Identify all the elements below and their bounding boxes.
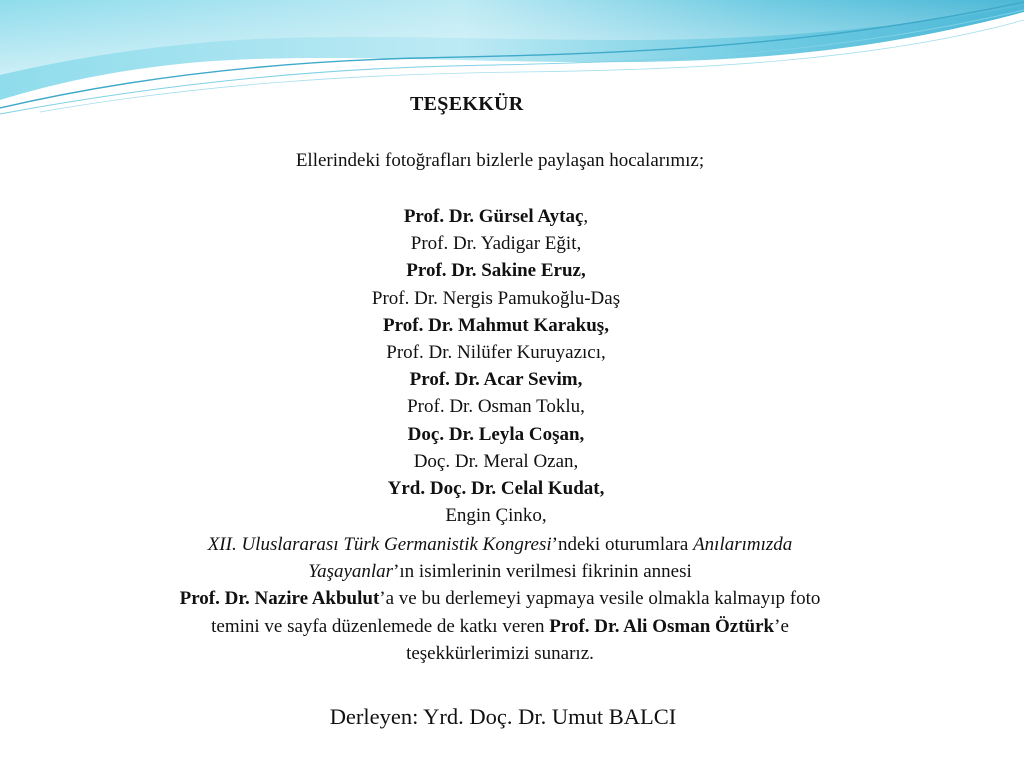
person-name: Prof. Dr. Nergis Pamukoğlu-Daş bbox=[371, 287, 621, 309]
name-row bbox=[0, 285, 992, 312]
name-row bbox=[0, 339, 992, 366]
person-name: Prof. Dr. Nilüfer Kuruyazıcı, bbox=[386, 342, 606, 364]
person-name: Prof. Dr. Yadigar Eğit, bbox=[410, 233, 582, 255]
person-name: Yrd. Doç. Dr. Celal Kudat, bbox=[387, 478, 605, 500]
name-row bbox=[0, 203, 992, 230]
book-title-part2: Yaşayanlar bbox=[308, 561, 394, 583]
name-row bbox=[0, 393, 992, 420]
name-row bbox=[0, 312, 992, 339]
person-akbulut: Prof. Dr. Nazire Akbulut bbox=[179, 588, 380, 610]
closing-line-5: teşekkürlerimizi sunarız. bbox=[406, 642, 594, 664]
name-row bbox=[0, 366, 992, 393]
person-name: Prof. Dr. Osman Toklu, bbox=[407, 396, 585, 418]
name-row bbox=[0, 257, 992, 284]
names-list bbox=[0, 203, 992, 529]
congress-name: XII. Uluslararası Türk Germanistik Kongresi bbox=[207, 534, 552, 555]
person-name: Doç. Dr. Meral Ozan, bbox=[413, 450, 579, 472]
name-row bbox=[0, 502, 992, 529]
person-ozturk: Prof. Dr. Ali Osman Öztürk bbox=[549, 615, 775, 637]
book-title-part1: Anılarımızda bbox=[693, 534, 793, 555]
person-name: Prof. Dr. Sakine Eruz, bbox=[406, 260, 586, 282]
closing-line-2: Yaşayanlar’ın isimlerinin verilmesi fikrinin annesi bbox=[308, 561, 692, 583]
closing-line-3: Prof. Dr. Nazire Akbulut’a ve bu derlemeyi yapmaya vesile olmakla kalmayıp foto bbox=[179, 588, 821, 610]
name-row bbox=[0, 230, 992, 257]
compiler-credit: Derleyen: Yrd. Doç. Dr. Umut BALCI bbox=[329, 704, 677, 729]
closing-line-1: XII. Uluslararası Türk Germanistik Kongresi’ndeki oturumlara Anılarımızda bbox=[207, 534, 793, 555]
person-name: Prof. Dr. Mahmut Karakuş, bbox=[383, 314, 609, 336]
person-name: Prof. Dr. Gürsel Aytaç bbox=[403, 206, 584, 227]
person-name: Prof. Dr. Acar Sevim, bbox=[409, 369, 583, 391]
person-name: Doç. Dr. Leyla Coşan, bbox=[407, 423, 585, 445]
intro-line: Ellerindeki fotoğrafları bizlerle paylaşan hocalarımız; bbox=[295, 150, 705, 171]
closing-paragraph bbox=[0, 531, 1000, 667]
slide-title: TEŞEKKÜR bbox=[410, 93, 524, 115]
person-name: Engin Çinko, bbox=[445, 505, 547, 527]
closing-line-4: temini ve sayfa düzenlemede de katkı veren Prof. Dr. Ali Osman Öztürk’e bbox=[211, 615, 789, 637]
name-row bbox=[0, 421, 992, 448]
name-row bbox=[0, 448, 992, 475]
name-row bbox=[0, 475, 992, 502]
name-suffix: , bbox=[583, 206, 589, 227]
